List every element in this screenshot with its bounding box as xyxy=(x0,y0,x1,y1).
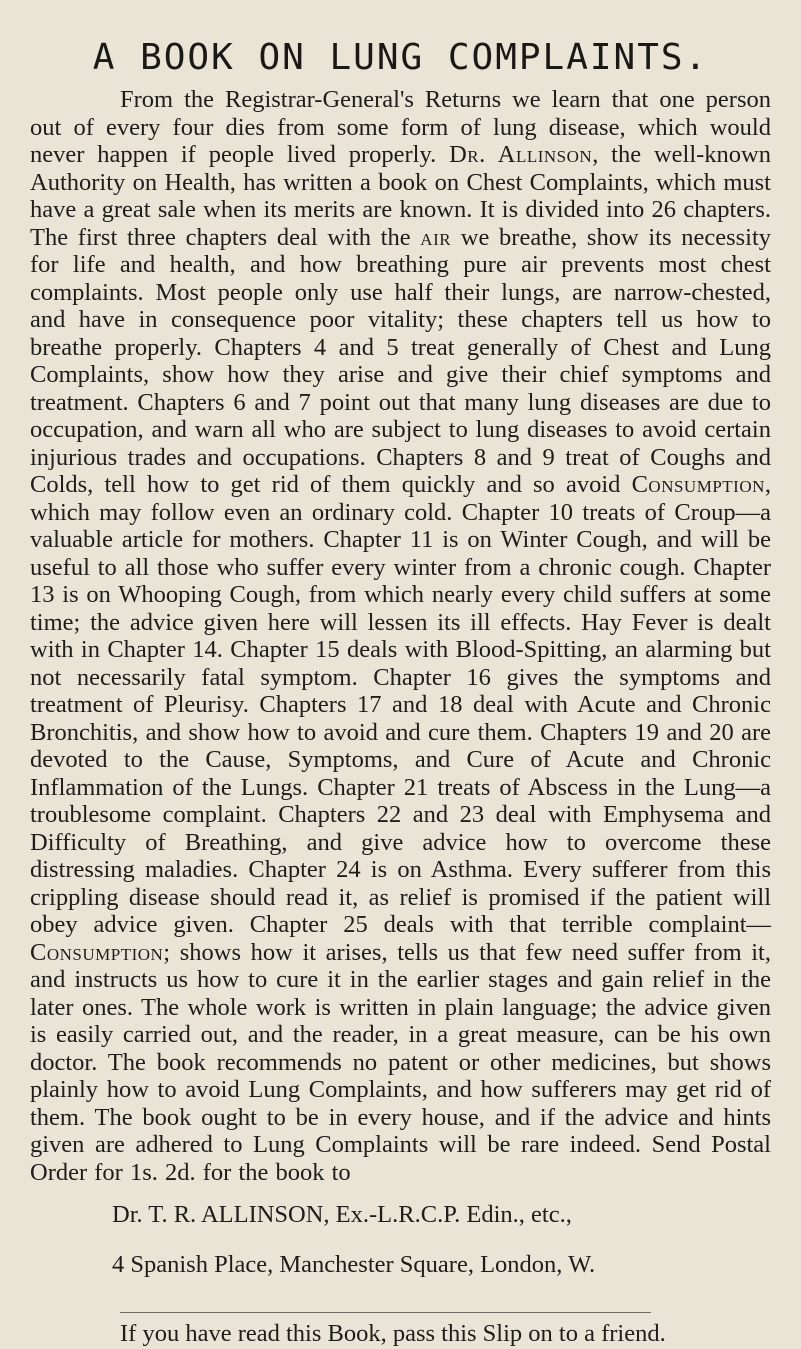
footer-note: If you have read this Book, pass this Slip on to a friend. xyxy=(120,1320,666,1347)
body-text-segment: ; shows how it arises, tells us that few need suffer from it, and instructs us how to cure it in the earlier stages and gain relief in the later ones. The whole work is written in plain language; the advice given is easily carried out, and the reader, in a great measure, can be his own doctor. The book recommends no patent or other medicines, but shows plainly how to avoid Lung Complaints, and how sufferers may get rid of them. The book ought to be in every house, and if the advice and hints given are adhered to Lung Complaints will be rare indeed. Send Postal Order for 1s. 2d. for the book to xyxy=(30,938,771,1186)
address-line-street: 4 Spanish Place, Manchester Square, London, W. xyxy=(112,1251,596,1278)
body-text-segment: , the well-known Authority on Health, has written a book on Chest Complaints, which must have a great sale when its merits are known. It is divided into 26 chapters. The first three chapters deal with the xyxy=(30,141,771,251)
body-text-segment: , which may follow even an ordinary cold. Chapter 10 treats of Croup—a valuable article for mothers. Chapter 11 is on Winter Cough, and will be useful to all those who suffer every winter from a chronic cough. Chapter 13 is on Whooping Cough, from which nearly every child suffers at some time; the advice given here will lessen its ill effects. Hay Fever is dealt with in Chapter 14. Chapter 15 deals with Blood-Spitting, an alarming but not necessarily fatal symptom. Chapter 16 gives the symptoms and treatment of Pleurisy. Chapters 17 and 18 deal with Acute and Chronic Bronchitis, and show how to avoid and cure them. Chapters 19 and 20 are devoted to the Cause, Symptoms, and Cure of Acute and Chronic Inflammation of the Lungs. Chapter 21 treats of Abscess in the Lung—a troublesome complaint. Chapters 22 and 23 deal with Emphysema and Difficulty of Breathing, and give advice how to overcome these distressing maladies. Chapter 24 is on Asthma. Every sufferer from this crippling disease should read it, as relief is promised if the patient will obey advice given. Chapter 25 deals with that terrible complaint— xyxy=(30,471,771,938)
advertisement-body xyxy=(30,86,771,1186)
author-name: Dr. Allinson xyxy=(449,141,593,168)
address-line-name: Dr. T. R. ALLINSON, Ex.-L.R.C.P. Edin., etc., xyxy=(112,1201,572,1228)
page-title: A BOOK ON LUNG COMPLAINTS. xyxy=(92,37,709,78)
consumption-term: Consumption xyxy=(30,938,164,966)
body-text-segment: we breathe, show its necessity for life and health, and how breathing pure air prevents most chest complaints. Most people only use half their lungs, are narrow-chested, and have in consequence poor vitality; these chapters tell us how to breathe properly. Chapters 4 and 5 treat generally of Chest and Lung Complaints, show how they arise and give their chief symptoms and treatment. Chapters 6 and 7 point out that many lung diseases are due to occupation, and warn all who are subject to lung diseases to avoid certain injurious trades and occupations. Chapters 8 and 9 treat of Coughs and Colds, tell how to get rid of them quickly and so avoid xyxy=(30,223,772,498)
air-term: air xyxy=(420,223,452,251)
divider xyxy=(120,1312,651,1313)
consumption-term: Consumption xyxy=(631,471,765,498)
body-text-segment: From the Registrar-General's Returns we learn that one person out of every four dies from some form of lung disease, which would never happen if people lived properly. xyxy=(30,86,771,168)
author-address xyxy=(30,1200,771,1280)
